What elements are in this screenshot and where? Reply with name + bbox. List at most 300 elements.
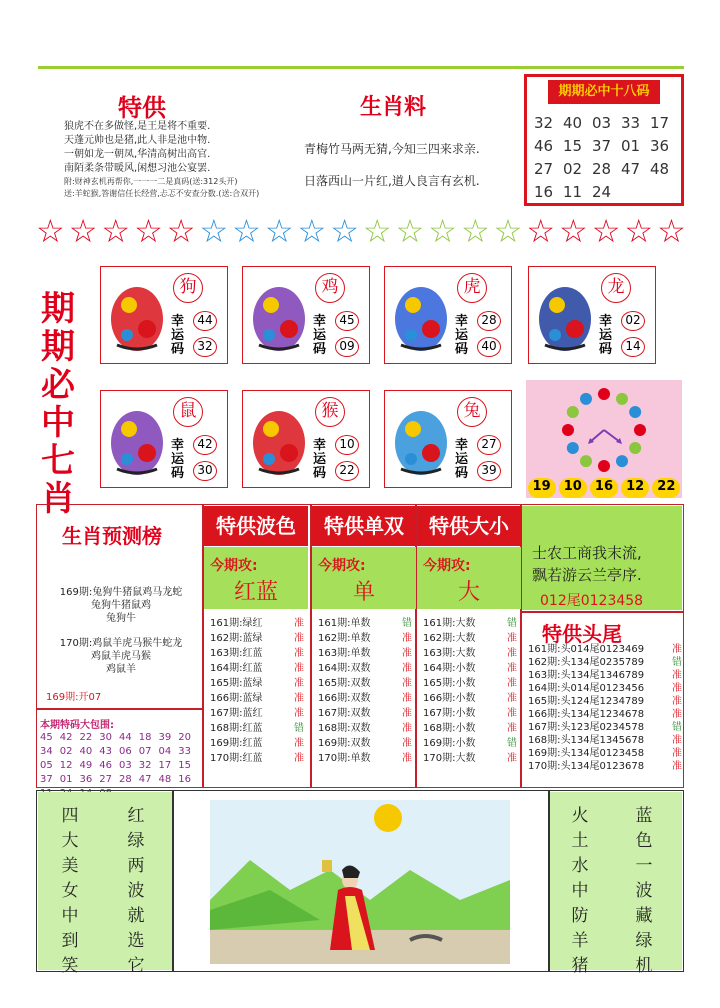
code-number: 01 <box>621 137 641 155</box>
history-row <box>423 721 517 736</box>
tail-entry <box>528 760 644 773</box>
code-number: 03 <box>592 114 612 132</box>
history-period: 161期: <box>423 618 456 629</box>
verse-char: 机 <box>635 956 653 976</box>
history-period: 165期: <box>210 678 243 689</box>
history-period: 170期: <box>318 753 351 764</box>
code-number: 47 <box>621 160 641 178</box>
zodiac-name: 鸡 <box>315 273 345 303</box>
bag-number: 39 <box>158 732 172 743</box>
bag-number: 12 <box>59 760 73 771</box>
history-period: 167期: <box>210 708 243 719</box>
history-entry <box>318 706 370 721</box>
history-period: 168期: <box>423 723 456 734</box>
verse-char: 波 <box>127 881 145 901</box>
history-value: 红蓝 <box>242 648 263 659</box>
history-row <box>210 751 304 766</box>
code-number: 33 <box>621 114 641 132</box>
history-value: 蓝绿 <box>242 693 263 704</box>
daxiao-title: 特供大小 <box>417 506 521 546</box>
lucky-label: 幸运码 <box>599 314 613 357</box>
history-result: 准 <box>402 663 412 674</box>
history-value: 大数 <box>455 648 476 659</box>
history-value: 小数 <box>455 693 476 704</box>
lucky-label: 幸运码 <box>455 314 469 357</box>
tail-period: 162期: <box>528 657 561 668</box>
poem-line: 一朝如龙一朝凤,华清高树出高官. <box>64 149 211 160</box>
history-row <box>210 631 304 646</box>
tail-result: 准 <box>672 683 682 694</box>
bose-title: 特供波色 <box>204 506 308 546</box>
history-result: 准 <box>507 708 517 719</box>
history-period: 161期: <box>210 618 243 629</box>
history-result: 准 <box>402 648 412 659</box>
history-period: 166期: <box>318 693 351 704</box>
clock-dot <box>598 388 610 400</box>
star-icon: ☆ <box>330 212 359 250</box>
history-entry <box>318 646 370 661</box>
history-period: 161期: <box>318 618 351 629</box>
lucky-number: 27 <box>477 435 501 455</box>
bag-number: 18 <box>138 732 152 743</box>
history-period: 167期: <box>318 708 351 719</box>
tail-period: 161期: <box>528 644 561 655</box>
ranking-zodiacs: 鸡鼠羊虎马猴牛蛇龙 <box>92 638 183 649</box>
bag-number: 05 <box>40 760 53 771</box>
history-entry <box>318 721 370 736</box>
verse-char: 水 <box>571 856 589 876</box>
lucky-number: 10 <box>335 435 359 455</box>
history-period: 170期: <box>423 753 456 764</box>
verse-char: 绿 <box>635 931 653 951</box>
verse-char: 四 <box>61 806 79 826</box>
attack-value: 大 <box>457 580 480 605</box>
attack-label: 今期攻: <box>210 558 258 574</box>
lucky-number: 44 <box>193 311 217 331</box>
zodiac-name: 猴 <box>315 397 345 427</box>
tail-period: 167期: <box>528 722 561 733</box>
history-period: 163期: <box>210 648 243 659</box>
history-period: 162期: <box>210 633 243 644</box>
verse-char: 火 <box>571 806 589 826</box>
history-row <box>423 691 517 706</box>
papercut-image <box>391 399 451 481</box>
history-result: 准 <box>402 693 412 704</box>
history-period: 169期: <box>423 738 456 749</box>
star-icon: ☆ <box>362 212 392 250</box>
tail-row <box>528 708 682 721</box>
history-row <box>423 661 517 676</box>
star-icon: ☆ <box>199 212 229 250</box>
history-row <box>423 631 517 646</box>
tail-period: 168期: <box>528 735 561 746</box>
zodiac-card <box>242 266 370 364</box>
tail-entry <box>528 643 644 656</box>
clock-dot <box>598 460 610 472</box>
history-row <box>318 661 412 676</box>
bag-title: 本期特码大包围: <box>40 720 114 731</box>
title-char: 肖 <box>41 479 75 519</box>
zodiac-card <box>242 390 370 488</box>
history-entry <box>423 631 475 646</box>
tail-value: 头014尾0123456 <box>560 683 645 694</box>
zodiac-card <box>384 390 512 488</box>
title-char: 必 <box>41 365 75 405</box>
clock-number: 16 <box>590 478 618 498</box>
bag-number: 04 <box>158 746 172 757</box>
column-divider <box>548 790 550 972</box>
tail-result: 准 <box>672 696 682 707</box>
history-entry <box>318 736 370 751</box>
history-result: 准 <box>294 708 304 719</box>
tail-result: 错 <box>672 722 682 733</box>
row-divider <box>36 708 202 710</box>
history-value: 蓝绿 <box>242 633 263 644</box>
history-row <box>210 616 304 631</box>
verse-char: 猪 <box>571 956 589 976</box>
history-value: 蓝红 <box>242 708 263 719</box>
tail-period: 163期: <box>528 670 561 681</box>
ranking-169 <box>44 586 198 625</box>
code-number: 37 <box>592 137 612 155</box>
history-result: 准 <box>507 663 517 674</box>
verse-line: 飘若游云兰亭序. <box>532 566 642 584</box>
ranking-zodiacs: 兔狗牛猪鼠鸡马龙蛇 <box>92 587 183 598</box>
star-icon: ☆ <box>297 212 327 250</box>
tail-row <box>528 747 682 760</box>
verse-line: 士农工商我末流, <box>532 544 642 562</box>
tail-value: 头123尾0234578 <box>560 722 645 733</box>
zodiac-name: 兔 <box>457 397 487 427</box>
history-entry <box>210 616 262 631</box>
lucky-number: 45 <box>335 311 359 331</box>
star-icon: ☆ <box>68 212 98 250</box>
history-row <box>423 646 517 661</box>
history-result: 错 <box>402 618 412 629</box>
history-row <box>423 676 517 691</box>
history-value: 大数 <box>455 633 476 644</box>
bag-number: 16 <box>178 774 191 785</box>
history-row <box>318 631 412 646</box>
history-result: 准 <box>507 723 517 734</box>
zodiac-card <box>100 390 228 488</box>
history-result: 准 <box>507 633 517 644</box>
history-period: 164期: <box>210 663 243 674</box>
bag-number: 02 <box>59 746 73 757</box>
right-verse-panel <box>548 792 682 970</box>
history-row <box>318 751 412 766</box>
title-char: 期 <box>41 289 75 329</box>
verse-char: 就 <box>127 906 145 926</box>
history-result: 准 <box>294 753 304 764</box>
star-icon: ☆ <box>101 212 131 250</box>
vertical-verse <box>634 804 654 979</box>
verse-char: 红 <box>127 806 145 826</box>
verse-char: 美 <box>61 856 79 876</box>
bag-number: 33 <box>178 746 191 757</box>
attack-label: 今期攻: <box>423 558 471 574</box>
history-value: 小数 <box>455 663 476 674</box>
history-period: 166期: <box>423 693 456 704</box>
verse-char: 中 <box>61 906 79 926</box>
clock-number: 12 <box>621 478 649 498</box>
history-entry <box>210 751 262 766</box>
tail-period: 165期: <box>528 696 561 707</box>
history-row <box>318 721 412 736</box>
lucky-label: 幸运码 <box>171 438 185 481</box>
history-entry <box>318 616 370 631</box>
history-result: 准 <box>402 678 412 689</box>
bag-number: 27 <box>99 774 112 785</box>
history-entry <box>318 751 370 766</box>
tail-entry <box>528 734 644 747</box>
shengxiao-line: 日落西山一片红,道人良言有玄机. <box>304 174 480 188</box>
history-result: 准 <box>507 678 517 689</box>
tail-row <box>528 760 682 773</box>
zodiac-name: 狗 <box>173 273 203 303</box>
tail-row <box>528 682 682 695</box>
code-number: 32 <box>534 114 554 132</box>
papercut-image <box>107 275 167 357</box>
bag-number: 47 <box>138 774 152 785</box>
clock-dot <box>616 455 628 467</box>
ranking-title: 生肖预测榜 <box>62 524 162 548</box>
history-result: 准 <box>294 663 304 674</box>
star-icon: ☆ <box>526 212 555 250</box>
title-char: 中 <box>41 403 75 443</box>
tail-value: 头134尾0123458 <box>560 748 645 759</box>
lucky-number: 02 <box>621 311 645 331</box>
history-row <box>318 706 412 721</box>
history-result: 错 <box>507 618 517 629</box>
head-tail-rows <box>528 643 682 773</box>
verse-char: 防 <box>571 906 589 926</box>
code-number: 27 <box>534 160 554 178</box>
history-row <box>318 676 412 691</box>
history-result: 准 <box>507 648 517 659</box>
zodiac-card <box>384 266 512 364</box>
history-value: 小数 <box>455 738 476 749</box>
verse-char: 波 <box>635 881 653 901</box>
history-row <box>423 706 517 721</box>
tail-result: 准 <box>672 748 682 759</box>
papercut-image <box>535 275 595 357</box>
code-number: 16 <box>534 183 554 201</box>
history-period: 162期: <box>318 633 351 644</box>
code-number: 11 <box>563 183 583 201</box>
history-result: 准 <box>294 633 304 644</box>
tegong-note: 送:羊蛇猴,答谢信任长经营,忐忑不安查分数.(送:合双开) <box>64 189 260 198</box>
star-row <box>36 214 686 248</box>
column-divider <box>172 790 174 972</box>
verse-char: 中 <box>571 881 589 901</box>
lucky-number: 42 <box>193 435 217 455</box>
papercut-image <box>107 399 167 481</box>
history-entry <box>318 676 370 691</box>
history-entry <box>210 721 262 736</box>
clock-dot <box>580 455 592 467</box>
history-value: 双数 <box>350 693 371 704</box>
ranking-period: 169期: <box>59 587 93 598</box>
code-number: 17 <box>650 114 670 132</box>
zodiac-card <box>100 266 228 364</box>
history-period: 163期: <box>318 648 351 659</box>
history-row <box>210 721 304 736</box>
history-entry <box>423 706 475 721</box>
history-period: 167期: <box>423 708 456 719</box>
code-number: 24 <box>592 183 612 201</box>
tail-value: 头134尾0123678 <box>560 761 645 772</box>
bag-number: 01 <box>59 774 73 785</box>
star-icon: ☆ <box>591 212 621 250</box>
tail-value: 头134尾1345678 <box>560 735 645 746</box>
row-divider <box>520 611 684 613</box>
daxiao-attack-panel <box>417 547 521 609</box>
tail-result: 错 <box>672 657 682 668</box>
verse-char: 藏 <box>635 906 653 926</box>
tail-value: 头134尾0235789 <box>560 657 645 668</box>
verse-char: 两 <box>127 856 145 876</box>
danshuang-attack-panel <box>312 547 416 609</box>
history-entry <box>210 631 262 646</box>
history-value: 红蓝 <box>242 723 263 734</box>
tail-row <box>528 643 682 656</box>
tail-result: 准 <box>672 735 682 746</box>
history-entry <box>210 691 262 706</box>
history-value: 小数 <box>455 708 476 719</box>
clock-dot <box>580 393 592 405</box>
history-value: 双数 <box>350 723 371 734</box>
history-period: 169期: <box>210 738 243 749</box>
history-value: 小数 <box>455 678 476 689</box>
history-value: 单数 <box>350 753 371 764</box>
verse-char: 绿 <box>127 831 145 851</box>
attack-value: 单 <box>352 580 375 605</box>
zodiac-name: 鼠 <box>173 397 203 427</box>
lucky-number: 28 <box>477 311 501 331</box>
history-row <box>318 691 412 706</box>
ranking-170 <box>44 637 198 676</box>
history-value: 红蓝 <box>242 753 263 764</box>
bag-number: 42 <box>59 732 73 743</box>
lucky-number: 32 <box>193 337 217 357</box>
history-row <box>423 616 517 631</box>
star-icon: ☆ <box>428 212 457 250</box>
attack-label: 今期攻: <box>318 558 366 574</box>
left-verse-panel <box>38 792 172 970</box>
tail-value: 头134尾1346789 <box>560 670 645 681</box>
verse-char: 女 <box>61 881 79 901</box>
bag-number: 34 <box>40 746 53 757</box>
lucky-label: 幸运码 <box>171 314 185 357</box>
star-icon: ☆ <box>232 212 261 250</box>
lucky-number: 22 <box>335 461 359 481</box>
history-value: 单数 <box>350 648 371 659</box>
ranking-line <box>44 586 198 599</box>
verse-char: 一 <box>635 856 653 876</box>
history-entry <box>318 661 370 676</box>
history-period: 170期: <box>210 753 243 764</box>
history-value: 绿红 <box>242 618 263 629</box>
history-row <box>210 676 304 691</box>
history-row <box>318 736 412 751</box>
tegong-poem <box>64 120 259 200</box>
daxiao-history <box>423 616 517 766</box>
lucky-number: 40 <box>477 337 501 357</box>
history-result: 错 <box>294 723 304 734</box>
top-divider <box>38 66 684 69</box>
lucky-label: 幸运码 <box>313 438 327 481</box>
bag-number: 22 <box>79 732 93 743</box>
title-char: 七 <box>41 441 75 481</box>
tail-result: 准 <box>672 709 682 720</box>
danshuang-title: 特供单双 <box>312 506 416 546</box>
history-period: 169期: <box>318 738 351 749</box>
tail-code: 012尾0123458 <box>540 593 644 609</box>
history-result: 准 <box>507 753 517 764</box>
tail-entry <box>528 669 644 682</box>
zodiac-card <box>528 266 656 364</box>
code-number: 46 <box>534 137 554 155</box>
lucky-number: 39 <box>477 461 501 481</box>
verse-char: 蓝 <box>635 806 653 826</box>
history-entry <box>423 616 475 631</box>
tail-value: 头124尾1234789 <box>560 696 645 707</box>
star-icon: ☆ <box>460 212 490 250</box>
star-icon: ☆ <box>559 212 588 250</box>
ranking-line: 兔狗牛 <box>106 613 136 624</box>
tail-period: 166期: <box>528 709 561 720</box>
vertical-verse <box>60 804 80 979</box>
history-row <box>423 751 517 766</box>
history-row <box>318 616 412 631</box>
bag-number: 36 <box>79 774 93 785</box>
history-result: 准 <box>507 693 517 704</box>
code-number: 40 <box>563 114 583 132</box>
ranking-line: 兔狗牛猪鼠鸡 <box>91 600 151 611</box>
bag-number: 44 <box>119 732 132 743</box>
verse-char: 选 <box>127 931 145 951</box>
bag-number: 45 <box>40 732 53 743</box>
shengxiao-title: 生肖料 <box>360 95 427 120</box>
history-entry <box>318 691 370 706</box>
bag-number: 07 <box>138 746 152 757</box>
history-value: 双数 <box>350 663 371 674</box>
star-icon: ☆ <box>493 212 523 250</box>
history-entry <box>423 736 475 751</box>
history-value: 单数 <box>350 618 371 629</box>
history-entry <box>210 661 262 676</box>
eighteen-codes-grid <box>534 112 679 204</box>
code-number: 02 <box>563 160 583 178</box>
eighteen-codes-title: 期期必中十八码 <box>548 80 660 104</box>
poem-line: 狼虎不在多做怪,是王是将不重要. <box>64 121 211 132</box>
verse-char: 它 <box>127 956 145 976</box>
history-entry <box>210 676 262 691</box>
seven-zodiac-title <box>38 290 78 518</box>
lucky-label: 幸运码 <box>313 314 327 357</box>
history-result: 准 <box>294 618 304 629</box>
history-result: 准 <box>294 648 304 659</box>
papercut-image <box>249 275 309 357</box>
bag-number: 17 <box>158 760 172 771</box>
verse-char: 到 <box>61 931 79 951</box>
history-period: 166期: <box>210 693 243 704</box>
tail-row <box>528 721 682 734</box>
history-entry <box>423 721 475 736</box>
tail-value: 头014尾0123469 <box>560 644 645 655</box>
tail-result: 准 <box>672 670 682 681</box>
